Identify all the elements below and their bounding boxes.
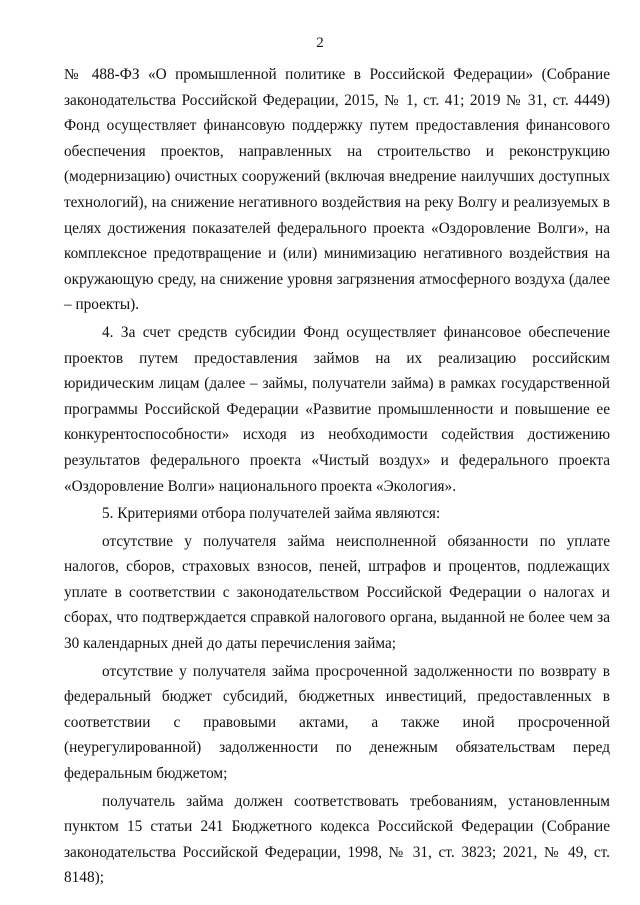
paragraph-criterion-budget-code: получатель займа должен соответствовать требованиям, установленным пунктом 15 статьи 241 Бюджетного кодекса Российской Федерации (Собрание законодательства Российской Федерации, 1998, № 31, ст. 3823; 2021, № 49, ст. 8148); <box>64 792 610 887</box>
document-body <box>64 62 610 891</box>
paragraph-item-5: 5. Критериями отбора получателей займа являются: <box>102 505 441 523</box>
paragraph-criterion-taxes: отсутствие у получателя займа неисполненной обязанности по уплате налогов, сборов, страховых взносов, пеней, штрафов и процентов, подлежащих уплате в соответствии с законодательством Российской Федерации о налогах и сборах, что подтверждается справкой налогового органа, выданной не более чем за 30 календарных дней до даты перечисления займа; <box>64 532 610 653</box>
paragraph-law-reference: № 488-ФЗ «О промышленной политике в Российской Федерации» (Собрание законодательства Российской Федерации, 2015, № 1, ст. 41; 2019 № 31, ст. 4449) Фонд осуществляет финансовую поддержку путем предоставления финансового обеспечения проектов, направленных на строительство и реконструкцию (модернизацию) очистных сооружений (включая внедрение наилучших доступных технологий), на снижение негативного воздействия на реку Волгу и реализуемых в целях достижения показателей федерального проекта «Оздоровление Волги», на комплексное предотвращение и (или) минимизацию негативного воздействия на окружающую среду, на снижение уровня загрязнения атмосферного воздуха (далее – проекты). <box>64 66 610 314</box>
paragraph-criterion-debt: отсутствие у получателя займа просроченной задолженности по возврату в федеральный бюджет субсидий, бюджетных инвестиций, предоставленных в соответствии с правовыми актами, а также иной просроченной (неурегулированной) задолженности по денежным обязательствам перед федеральным бюджетом; <box>64 662 610 783</box>
page-number: 2 <box>316 35 324 51</box>
paragraph-item-4: 4. За счет средств субсидии Фонд осуществляет финансовое обеспечение проектов путем предоставления займов на их реализацию российским юридическим лицам (далее – займы, получатели займа) в рамках государственной программы Российской Федерации «Развитие промышленности и повышение ее конкурентоспособности» исходя из необходимости содействия достижению результатов федерального проекта «Чистый воздух» и федерального проекта «Оздоровление Волги» национального проекта «Экология». <box>64 323 610 495</box>
